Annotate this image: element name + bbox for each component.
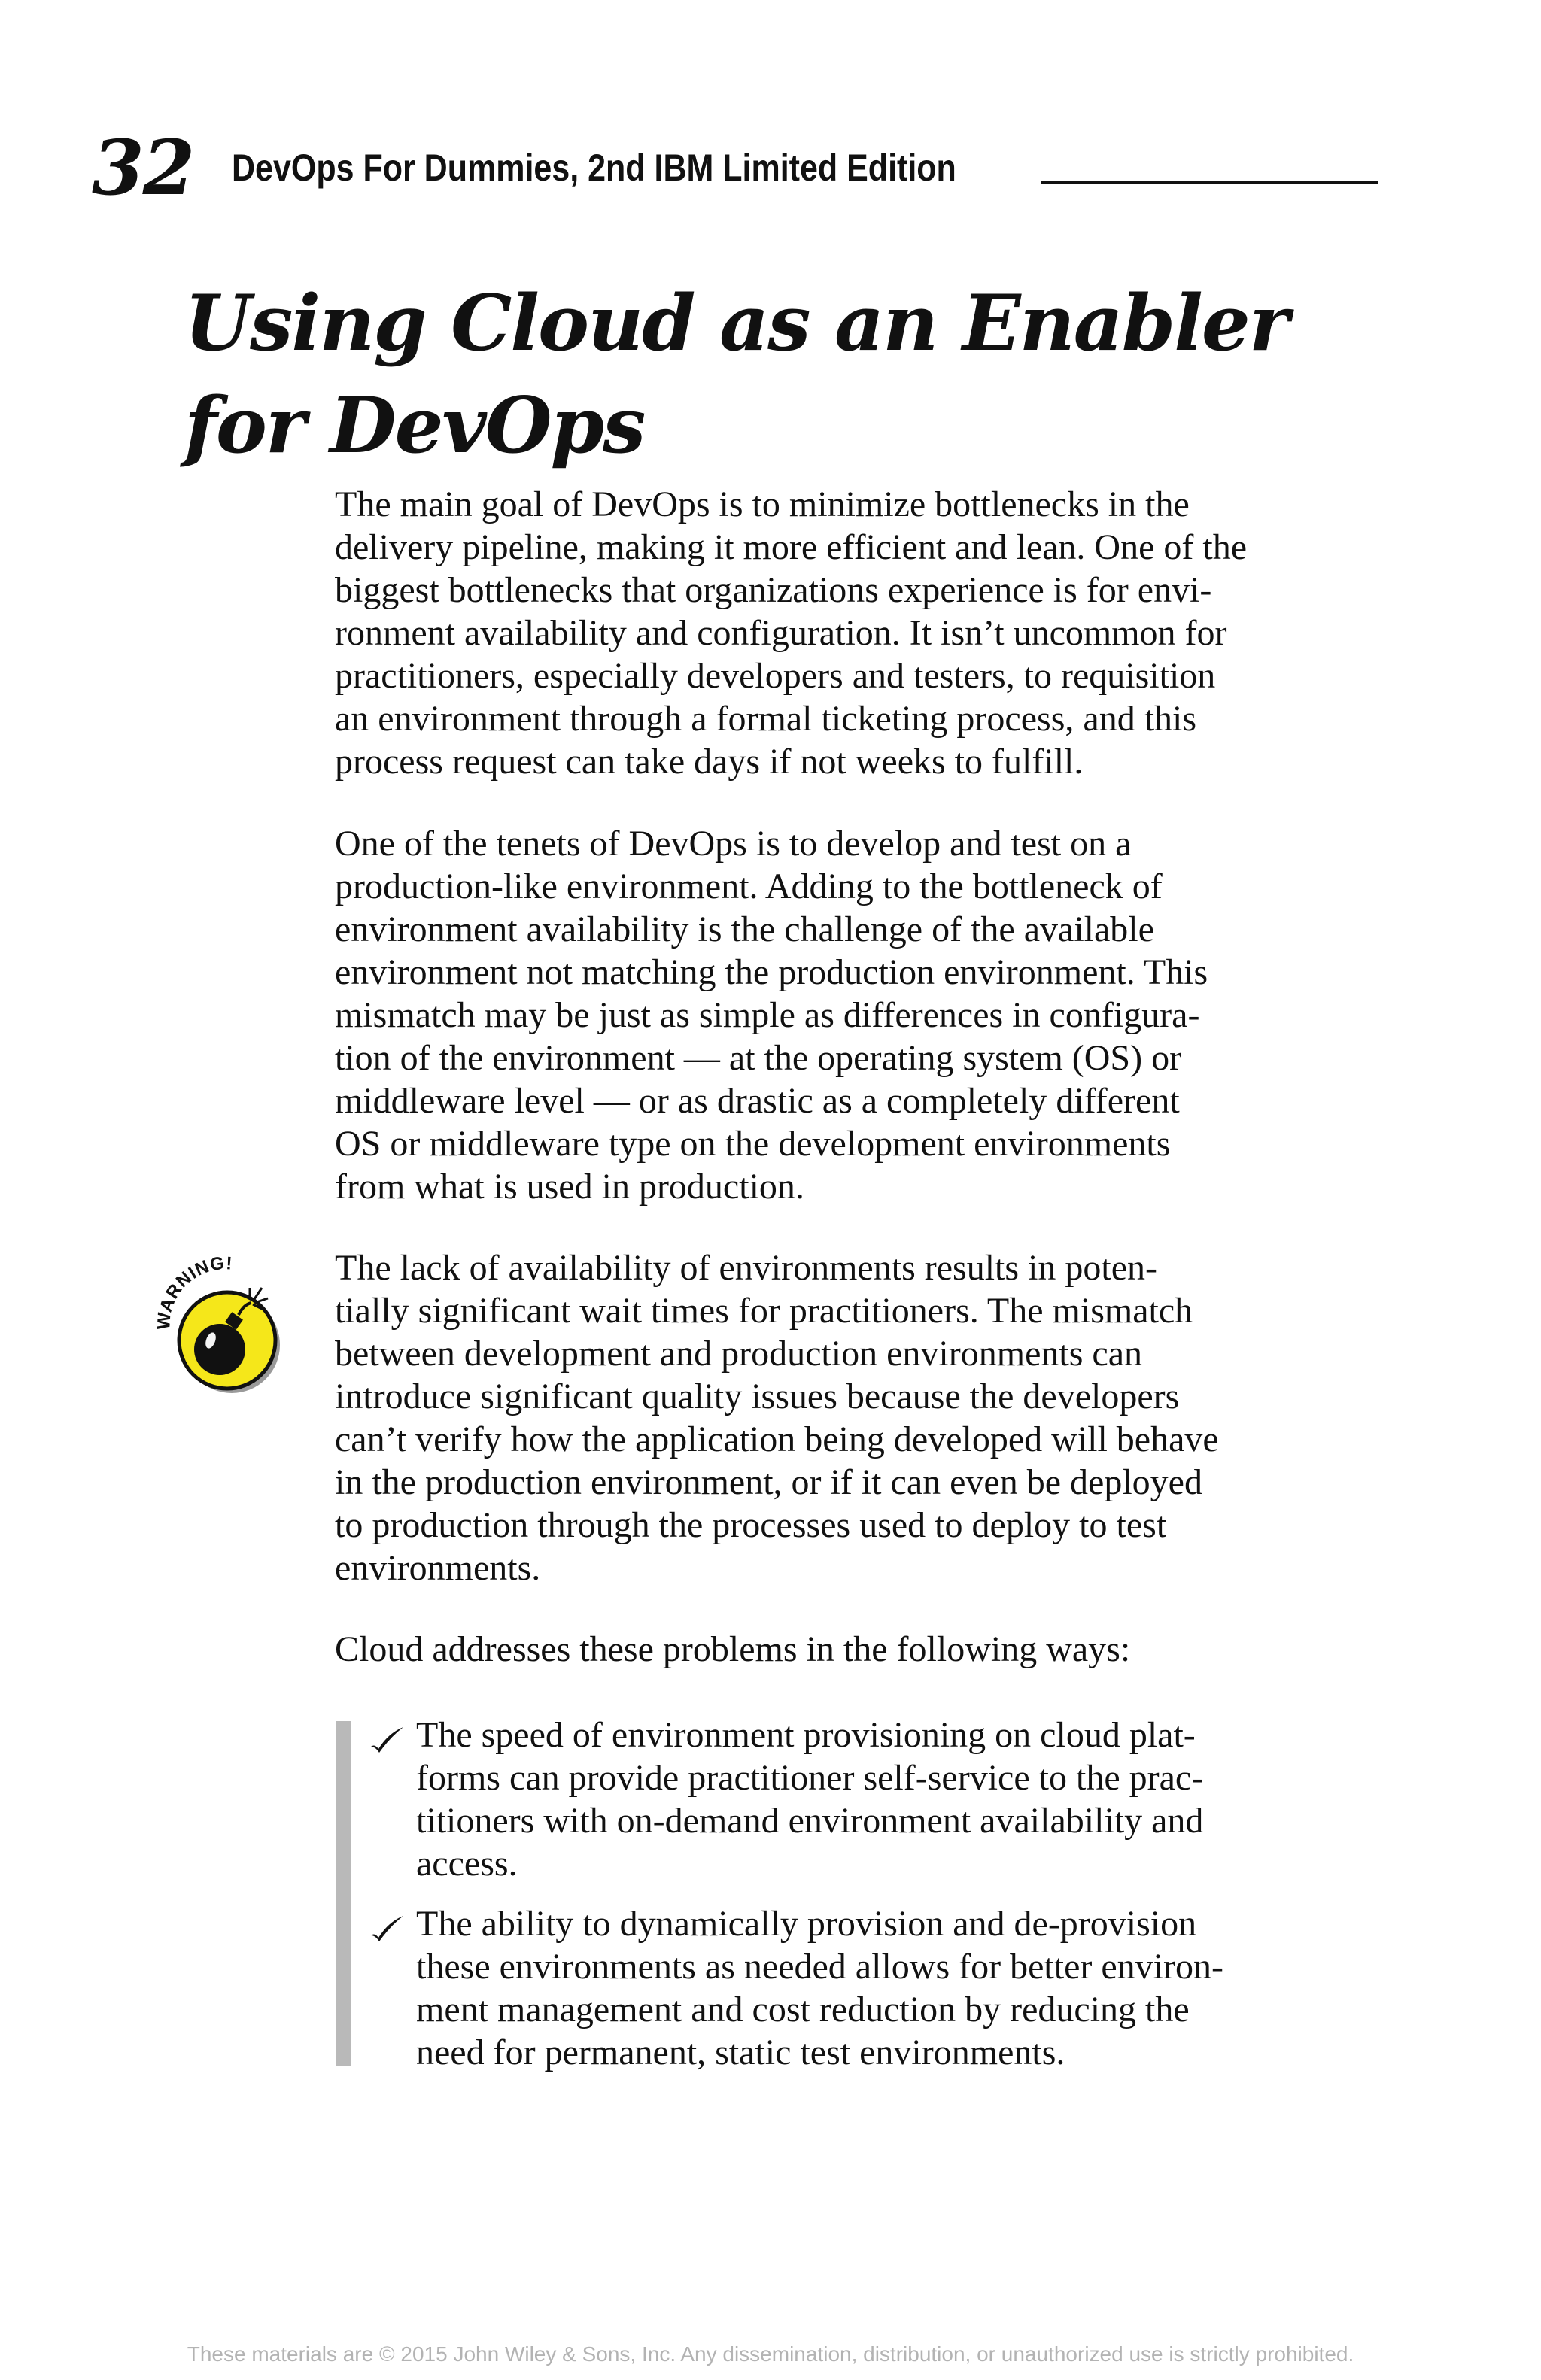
page-number: 32 <box>92 123 194 212</box>
text-line: access. <box>416 1844 518 1884</box>
text-line: to production through the processes used to deploy to test <box>335 1505 1167 1545</box>
header-rule <box>1041 181 1378 184</box>
paragraph-intro <box>335 483 1388 783</box>
running-header <box>92 123 1378 212</box>
text-line: in the production environment, or if it can even be deployed <box>335 1462 1202 1502</box>
text-line: production-like environment. Adding to the bottleneck of <box>335 867 1163 906</box>
paragraph-tenets <box>335 822 1388 1208</box>
text-line: mismatch may be just as simple as differences in configura- <box>335 995 1200 1035</box>
bomb-icon <box>194 1324 245 1375</box>
text-line: middleware level — or as drastic as a completely different <box>335 1081 1180 1121</box>
text-line: process request can take days if not weeks to fulfill. <box>335 742 1084 782</box>
checkmark-icon <box>369 1913 405 1943</box>
checkmark-icon <box>369 1724 405 1754</box>
text-line: The lack of availability of environments results in poten- <box>335 1248 1158 1288</box>
book-title: DevOps For Dummies, 2nd IBM Limited Edition <box>232 147 956 189</box>
copyright-footer: These materials are © 2015 John Wiley & Sons, Inc. Any dissemination, distribution, or unauthorized use is strictly prohibited. <box>187 2342 1354 2366</box>
text-line: can’t verify how the application being developed will behave <box>335 1419 1219 1459</box>
text-line: OS or middleware type on the development environments <box>335 1124 1171 1164</box>
text-line: biggest bottlenecks that organizations experience is for envi- <box>335 570 1212 610</box>
text-line: between development and production environments can <box>335 1334 1142 1374</box>
text-line: from what is used in production. <box>335 1167 804 1207</box>
warning-label: WARNING! <box>153 1252 234 1331</box>
text-line: The main goal of DevOps is to minimize bottlenecks in the <box>335 484 1190 524</box>
text-line: an environment through a formal ticketing process, and this <box>335 699 1197 739</box>
section-heading <box>184 272 1288 477</box>
text-line: tially significant wait times for practitioners. The mismatch <box>335 1291 1193 1331</box>
paragraph-cloud-intro <box>335 1628 1388 1671</box>
text-line: environments. <box>335 1548 541 1588</box>
text-line: environment not matching the production environment. This <box>335 952 1208 992</box>
text-line: practitioners, especially developers and testers, to requisition <box>335 656 1216 696</box>
warning-icon <box>147 1241 298 1399</box>
text-line: ment management and cost reduction by reducing the <box>416 1990 1190 2029</box>
text-line: environment availability is the challenge of the available <box>335 909 1154 949</box>
section-heading-line: for DevOps <box>184 381 645 471</box>
text-line: need for permanent, static test environments. <box>416 2032 1065 2072</box>
text-line: One of the tenets of DevOps is to develop and test on a <box>335 824 1132 864</box>
text-line: these environments as needed allows for better environ- <box>416 1947 1223 1987</box>
text-line: Cloud addresses these problems in the following ways: <box>335 1629 1131 1669</box>
text-line: ronment availability and configuration. It isn’t uncommon for <box>335 613 1227 653</box>
section-heading-line: Using Cloud as an Enabler <box>184 278 1288 369</box>
text-line: The ability to dynamically provision and de-provision <box>416 1904 1197 1944</box>
text-line: tion of the environment — at the operating system (OS) or <box>335 1038 1182 1078</box>
bullet-list-bar <box>336 1721 351 2066</box>
text-line: introduce significant quality issues because the developers <box>335 1377 1180 1416</box>
text-line: The speed of environment provisioning on cloud plat- <box>416 1715 1196 1755</box>
text-line: titioners with on-demand environment availability and <box>416 1801 1204 1841</box>
paragraph-warning <box>335 1246 1388 1589</box>
text-line: delivery pipeline, making it more efficient and lean. One of the <box>335 527 1248 567</box>
text-line: forms can provide practitioner self-service to the prac- <box>416 1758 1204 1798</box>
